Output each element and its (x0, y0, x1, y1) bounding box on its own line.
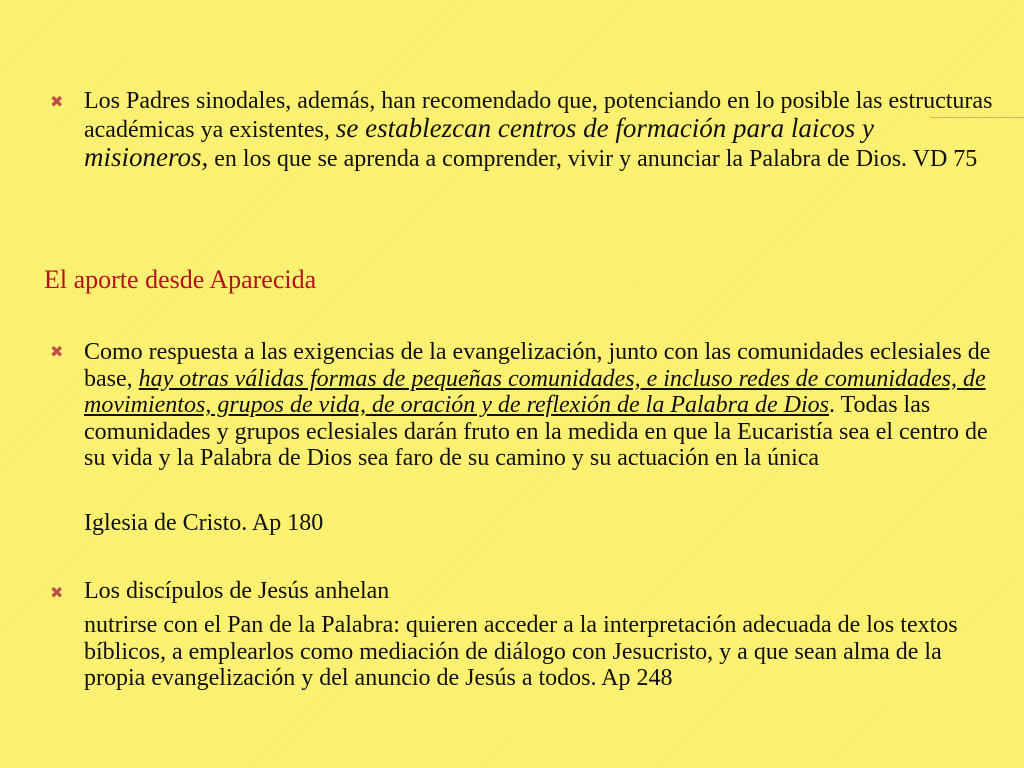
paragraph-padres-sinodales (84, 88, 994, 173)
p1-text-1: Los Padres sinodales, además, han recomendado que, potenciando en lo posible las estructuras académicas ya existentes, (84, 88, 993, 143)
p1-italic-text: se establezcan centros de formación para laicos y misioneros, (84, 113, 875, 172)
paragraph-pan-palabra (84, 612, 994, 692)
bullet-x-icon: ✖ (50, 94, 64, 111)
p3-text-2: nutrirse con el Pan de la Palabra: quieren acceder a la interpretación adecuada de los textos bíblicos, a emplearlos como mediación de diálogo con Jesucristo, y a que sean alma de la propia evangelización y del anuncio de Jesús a todos. Ap 248 (84, 612, 958, 691)
p2-text-4: Iglesia de Cristo. Ap 180 (84, 510, 324, 536)
paragraph-iglesia-cristo (84, 510, 984, 537)
paragraph-discipulos (84, 578, 984, 605)
p2-text-1: Como respuesta a las exigencias de la evangelización, junto con las comunidades eclesiales de base, (84, 339, 991, 392)
p1-text-3: en los que se aprenda a comprender, vivir y anunciar la Palabra de Dios. VD 75 (208, 146, 978, 172)
section-heading: El aporte desde Aparecida (44, 265, 317, 294)
paragraph-respuesta-evangelizacion (84, 339, 999, 472)
bullet-x-icon: ✖ (50, 344, 64, 361)
p3-text-1: Los discípulos de Jesús anhelan (84, 578, 390, 604)
p2-text-3: . Todas las comunidades y grupos eclesiales darán fruto en la medida en que la Eucaristía sea el centro de su vida y la Palabra de Dios sea faro de su camino y su actuación en la única (84, 392, 988, 471)
p2-italic-underline-text: hay otras válidas formas de pequeñas comunidades, e incluso redes de comunidades, de movimientos, grupos de vida, de oración y de reflexión de la Palabra de Dios (84, 365, 986, 418)
bullet-x-icon: ✖ (50, 585, 64, 602)
